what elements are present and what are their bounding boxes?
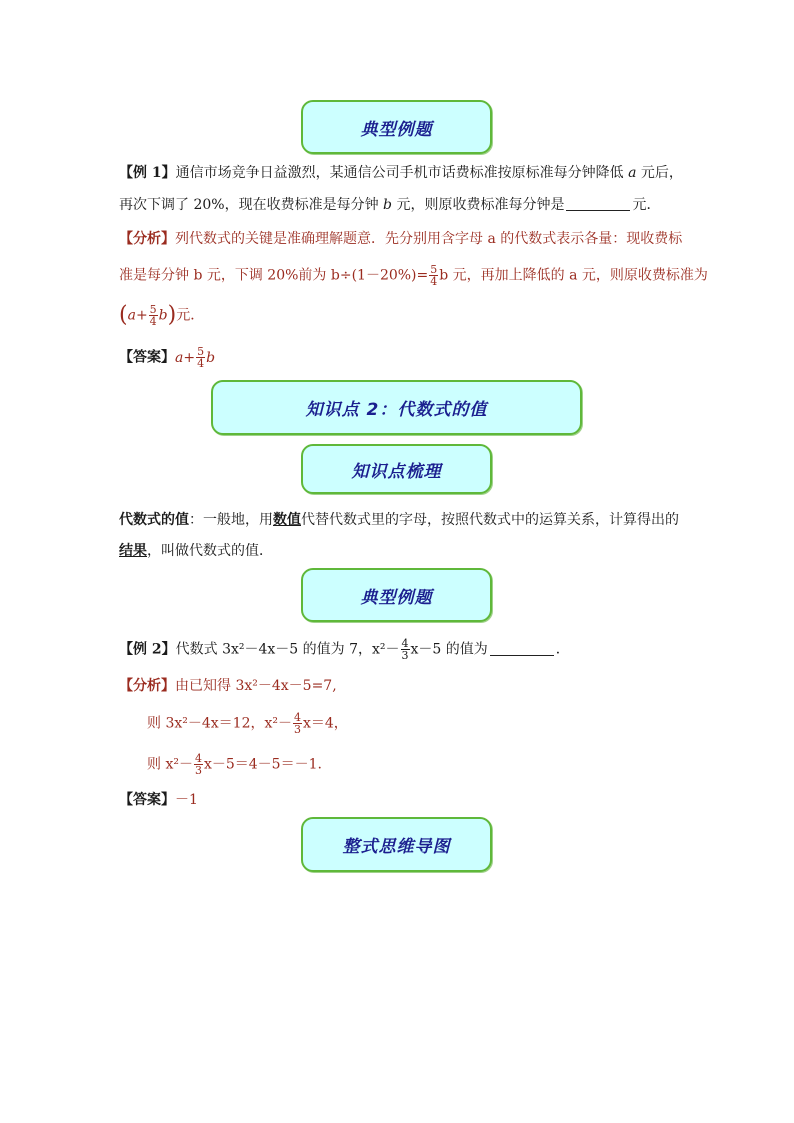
banner-typical-example-2: 典型例题 bbox=[301, 568, 492, 622]
fraction-4-3 bbox=[293, 712, 302, 735]
definition-line2 bbox=[119, 541, 273, 561]
example2-q-end: ． bbox=[555, 641, 570, 658]
example1-var-b: b bbox=[383, 197, 392, 213]
analysis-line3-post: 元． bbox=[176, 307, 205, 324]
frac-den: 4 bbox=[149, 315, 157, 328]
example1-line2-post: 元． bbox=[632, 197, 661, 213]
example2-analysis-line3 bbox=[147, 753, 322, 776]
expr-b: b bbox=[158, 307, 168, 324]
banner-mind-map: 整式思维导图 bbox=[301, 817, 492, 872]
frac-den: 3 bbox=[401, 649, 409, 662]
analysis-line3-post: x－5＝4－5＝－1. bbox=[203, 756, 322, 773]
example1-line2-pre: 再次下调了 20%，现在收费标准是每分钟 bbox=[119, 197, 384, 213]
expr-a: a+ bbox=[127, 307, 148, 324]
analysis-line2-post: x＝4， bbox=[303, 715, 348, 732]
answer-b: b bbox=[206, 349, 216, 366]
banner-knowledge-point-2: 知识点 2：代数式的值 bbox=[211, 380, 582, 435]
definition-end: ，叫做代数式的值． bbox=[147, 543, 273, 559]
analysis-line2-pre: 准是每分钟 b 元，下调 20%前为 b÷(1－20%)= bbox=[119, 267, 429, 284]
analysis-tag: 【分析】 bbox=[119, 231, 175, 247]
answer-tag: 【答案】 bbox=[119, 349, 175, 366]
example1-analysis-line1 bbox=[119, 229, 682, 249]
example2-tag: 【例 2】 bbox=[119, 641, 176, 658]
example1-analysis-line3 bbox=[119, 304, 204, 327]
example1-tag: 【例 1】 bbox=[119, 165, 176, 181]
frac-den: 4 bbox=[430, 275, 438, 288]
example1-line1 bbox=[119, 163, 683, 183]
analysis-text: 列代数式的关键是准确理解题意．先分别用含字母 a 的代数式表示各量：现收费标 bbox=[175, 231, 683, 247]
definition-term: 代数式的值 bbox=[119, 512, 189, 528]
banner-knowledge-review: 知识点梳理 bbox=[301, 444, 492, 494]
banner-typical-example-1: 典型例题 bbox=[301, 100, 492, 154]
example2-question bbox=[119, 638, 570, 661]
fraction-5-4 bbox=[149, 304, 158, 327]
example1-line2-mid: 元，则原收费标准每分钟是 bbox=[392, 197, 565, 213]
answer-tag: 【答案】 bbox=[119, 792, 175, 808]
analysis-line2-pre: 则 3x²－4x＝12，x²－ bbox=[147, 715, 292, 732]
frac-num: 5 bbox=[197, 345, 205, 358]
frac-den: 4 bbox=[197, 357, 205, 370]
definition-key2: 结果 bbox=[119, 543, 147, 559]
example2-q-post: x－5 的值为 bbox=[410, 641, 488, 658]
example1-analysis-line2 bbox=[119, 264, 708, 287]
frac-num: 4 bbox=[401, 637, 409, 650]
frac-num: 4 bbox=[194, 752, 202, 765]
example1-answer bbox=[119, 346, 215, 369]
example2-analysis-line1 bbox=[119, 676, 337, 696]
analysis-line3-pre: 则 x²－ bbox=[147, 756, 193, 773]
left-paren: ( bbox=[119, 302, 128, 328]
analysis-line1: 由已知得 3x²－4x－5=7, bbox=[175, 678, 337, 694]
frac-num: 5 bbox=[430, 263, 438, 276]
example2-q-pre: 代数式 3x²－4x－5 的值为 7，x²－ bbox=[175, 641, 400, 658]
analysis-line2-post: b 元，再加上降低的 a 元，则原收费标准为 bbox=[439, 267, 708, 284]
definition-key1: 数值 bbox=[273, 512, 301, 528]
definition-mid: 代替代数式里的字母，按照代数式中的运算关系，计算得出的 bbox=[301, 512, 679, 528]
example1-line2 bbox=[119, 195, 660, 215]
fraction-4-3 bbox=[401, 638, 410, 661]
right-paren: ) bbox=[167, 302, 177, 328]
answer-value: －1 bbox=[175, 792, 198, 808]
answer-blank bbox=[490, 641, 554, 656]
fraction-4-3 bbox=[194, 753, 203, 776]
fraction-5-4 bbox=[196, 346, 205, 369]
definition-line1 bbox=[119, 510, 679, 530]
example1-line1-post: 元后， bbox=[636, 165, 683, 181]
frac-den: 3 bbox=[294, 723, 301, 736]
analysis-tag: 【分析】 bbox=[119, 678, 175, 694]
frac-num: 4 bbox=[294, 711, 301, 724]
frac-den: 3 bbox=[194, 764, 202, 777]
answer-blank bbox=[566, 196, 630, 211]
frac-num: 5 bbox=[149, 303, 157, 316]
definition-colon: ：一般地，用 bbox=[189, 512, 273, 528]
example2-analysis-line2 bbox=[147, 712, 348, 735]
answer-a: a+ bbox=[175, 349, 196, 366]
fraction-5-4 bbox=[429, 264, 438, 287]
example1-var-a: a bbox=[628, 165, 637, 181]
example1-line1-pre: 通信市场竞争日益激烈，某通信公司手机市话费标准按原标准每分钟降低 bbox=[175, 165, 629, 181]
answer-value bbox=[175, 345, 216, 370]
example2-answer bbox=[119, 790, 198, 810]
